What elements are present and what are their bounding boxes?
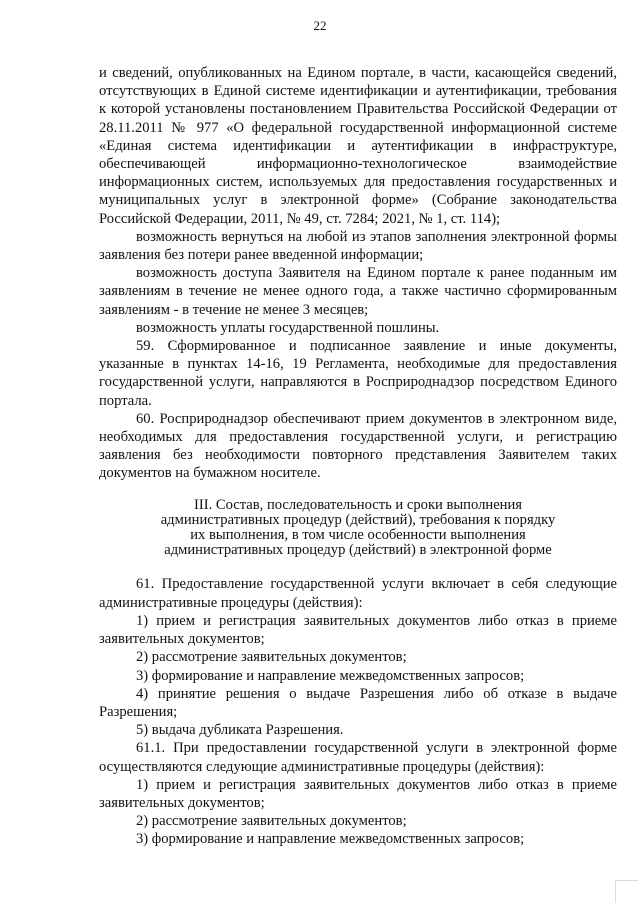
list-item: 1) прием и регистрация заявительных документов либо отказ в приеме заявительных документов; [99, 776, 617, 811]
list-item: 3) формирование и направление межведомственных запросов; [136, 667, 525, 684]
paragraph: возможность уплаты государственной пошлины. [136, 319, 440, 336]
section-heading-line: административных процедур (действий), требования к порядку [160, 511, 556, 528]
scan-corner-mark [615, 880, 638, 903]
paragraph-item-61-1: 61.1. При предоставлении государственной услуги в электронной форме осуществляются следующие административные процедуры (действия): [99, 740, 617, 775]
document-body [99, 64, 617, 849]
list-item: 2) рассмотрение заявительных документов; [136, 813, 407, 830]
list-item: 3) формирование и направление межведомственных запросов; [136, 831, 525, 848]
section-heading-line: их выполнения, в том числе особенности выполнения [190, 527, 526, 544]
section-heading [99, 498, 617, 559]
paragraph: возможность вернуться на любой из этапов заполнения электронной формы заявления без потери ранее введенной информации; [99, 228, 617, 264]
list-item: 2) рассмотрение заявительных документов; [136, 649, 407, 666]
list-item: 5) выдача дубликата Разрешения. [136, 722, 344, 739]
paragraph: возможность доступа Заявителя на Едином портале к ранее поданным им заявлениям в течение не менее одного года, а также частично сформированным заявлениям - в течение не менее 3 месяцев; [99, 265, 617, 318]
paragraph-item-60: 60. Росприроднадзор обеспечивают прием документов в электронном виде, необходимых для предоставления государственной услуги, и регистрацию заявления без необходимости повторного представления Заявителем таких документов на бумажном носителе. [99, 410, 617, 482]
section-heading-line: административных процедур (действий) в электронной форме [164, 542, 552, 559]
page-number: 22 [313, 18, 327, 33]
paragraph-item-59: 59. Сформированное и подписанное заявление и иные документы, указанные в пунктах 14-16, 19 Регламента, необходимые для предоставления государственной услуги, направляются в Росприроднадзор посредством Единого портала. [99, 338, 617, 409]
paragraph-continuation: и сведений, опубликованных на Едином портале, в части, касающейся сведений, отсутствующих в Единой системе идентификации и аутентификации, требования к которой установлены постановлением Правительства Российской Федерации от 28.11.2011 № 977 «О федеральной государственной информационной системе «Единая система идентификации и аутентификации в инфраструктуре, обеспечивающей информационно-технологическое взаимодействие информационных систем, используемых для предоставления государственных и муниципальных услуг в электронной форме» (Собрание законодательства Российской Федерации, 2011, № 49, ст. 7284; 2021, № 1, ст. 114); [99, 65, 617, 227]
list-item: 1) прием и регистрация заявительных документов либо отказ в приеме заявительных документов; [99, 612, 617, 648]
section-heading-line: III. Состав, последовательность и сроки выполнения [193, 496, 523, 513]
list-item: 4) принятие решения о выдаче Разрешения либо об отказе в выдаче Разрешения; [99, 685, 617, 720]
paragraph-item-61: 61. Предоставление государственной услуги включает в себя следующие административные процедуры (действия): [99, 576, 617, 611]
